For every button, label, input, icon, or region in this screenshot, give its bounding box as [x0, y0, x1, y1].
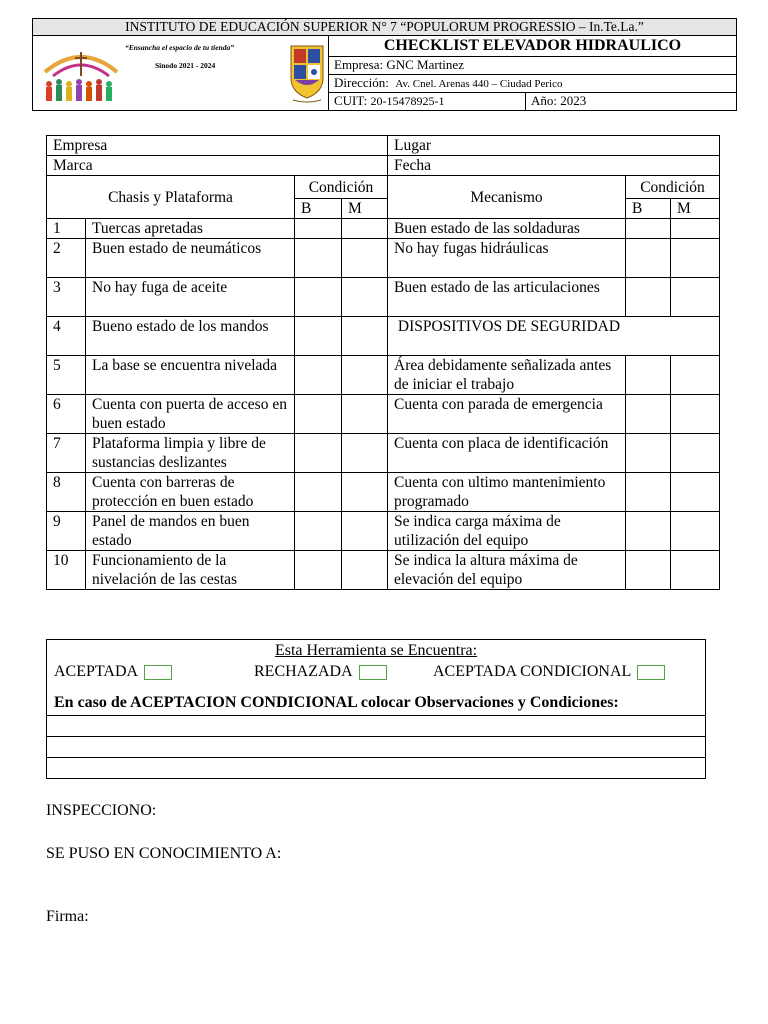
- chasis-item: Cuenta con puerta de acceso en buen estado: [86, 395, 295, 434]
- mecanismo-header: Mecanismo: [388, 176, 626, 219]
- cuit-field: [329, 93, 526, 111]
- marca-cell: Marca: [47, 156, 388, 176]
- conditional-note: En caso de ACEPTACION CONDICIONAL colocar Observaciones y Condiciones:: [54, 694, 619, 711]
- anio-field: [526, 93, 737, 111]
- synod-logo: [39, 42, 123, 106]
- mecanismo-item: Área debidamente señalizada antes de iniciar el trabajo: [388, 356, 626, 395]
- condition-b-cell[interactable]: [626, 239, 671, 278]
- school-crest-logo: [287, 40, 327, 104]
- condition-b-cell[interactable]: [295, 239, 342, 278]
- condicion-header-left: Condición: [295, 176, 388, 199]
- tool-status-box: [46, 639, 706, 779]
- condition-m-cell[interactable]: [342, 551, 388, 590]
- condition-b-cell[interactable]: [295, 356, 342, 395]
- mecanismo-item: Cuenta con ultimo mantenimiento programado: [388, 473, 626, 512]
- document-header: [32, 18, 737, 111]
- b-header-left: B: [295, 199, 342, 219]
- empresa-value: GNC Martinez: [386, 57, 464, 72]
- cuit-label: CUIT:: [334, 93, 368, 109]
- condition-b-cell[interactable]: [295, 219, 342, 239]
- condition-m-cell[interactable]: [342, 512, 388, 551]
- fecha-cell: Fecha: [388, 156, 720, 176]
- condition-b-cell[interactable]: [295, 551, 342, 590]
- empresa-cell: Empresa: [47, 136, 388, 156]
- rechazada-label: RECHAZADA: [254, 663, 353, 680]
- table-row: [47, 239, 720, 278]
- table-row: [47, 395, 720, 434]
- condition-m-cell[interactable]: [342, 219, 388, 239]
- observation-line-3[interactable]: [47, 757, 705, 778]
- m-header-left: M: [342, 199, 388, 219]
- condition-m-cell[interactable]: [671, 551, 720, 590]
- anio-label: Año:: [531, 93, 557, 109]
- condition-m-cell[interactable]: [342, 278, 388, 317]
- cuit-value: 20-15478925-1: [370, 94, 445, 109]
- slogan-text: “Ensancha el espacio de tu tienda”: [125, 43, 234, 52]
- condition-b-cell[interactable]: [626, 512, 671, 551]
- condition-b-cell[interactable]: [626, 219, 671, 239]
- m-header-right: M: [671, 199, 720, 219]
- condition-b-cell[interactable]: [626, 473, 671, 512]
- condition-b-cell[interactable]: [295, 317, 342, 356]
- synod-years: Sinodo 2021 - 2024: [155, 61, 216, 70]
- lugar-cell: Lugar: [388, 136, 720, 156]
- mecanismo-item: Cuenta con parada de emergencia: [388, 395, 626, 434]
- mecanismo-item: Cuenta con placa de identificación: [388, 434, 626, 473]
- empresa-field: [329, 57, 737, 75]
- aceptada-checkbox[interactable]: [144, 665, 172, 680]
- condition-m-cell[interactable]: [342, 239, 388, 278]
- condition-b-cell[interactable]: [626, 395, 671, 434]
- condition-b-cell[interactable]: [626, 278, 671, 317]
- table-row: [47, 473, 720, 512]
- row-number: 10: [47, 551, 86, 590]
- mecanismo-item: Se indica la altura máxima de elevación del equipo: [388, 551, 626, 590]
- condition-b-cell[interactable]: [626, 434, 671, 473]
- b-header-right: B: [626, 199, 671, 219]
- safety-devices-header: DISPOSITIVOS DE SEGURIDAD: [388, 317, 720, 356]
- rechazada-checkbox[interactable]: [359, 665, 387, 680]
- chasis-item: Bueno estado de los mandos: [86, 317, 295, 356]
- mecanismo-item: Buen estado de las articulaciones: [388, 278, 626, 317]
- conocimiento-label: SE PUSO EN CONOCIMIENTO A:: [46, 845, 282, 862]
- option-aceptada: [54, 661, 172, 683]
- checklist-table: [46, 135, 720, 590]
- row-number: 5: [47, 356, 86, 395]
- condition-b-cell[interactable]: [295, 473, 342, 512]
- condition-m-cell[interactable]: [671, 434, 720, 473]
- logo-cell: [33, 36, 329, 111]
- observation-line-2[interactable]: [47, 736, 705, 757]
- row-number: 7: [47, 434, 86, 473]
- table-row: [47, 317, 720, 356]
- condition-b-cell[interactable]: [295, 278, 342, 317]
- condition-m-cell[interactable]: [671, 219, 720, 239]
- condition-b-cell[interactable]: [295, 395, 342, 434]
- table-row: [47, 219, 720, 239]
- condition-m-cell[interactable]: [671, 512, 720, 551]
- condition-b-cell[interactable]: [626, 551, 671, 590]
- firma-label: Firma:: [46, 908, 89, 925]
- condition-m-cell[interactable]: [342, 473, 388, 512]
- table-row: [47, 434, 720, 473]
- tool-status-title: Esta Herramienta se Encuentra:: [274, 642, 478, 659]
- row-number: 4: [47, 317, 86, 356]
- condition-m-cell[interactable]: [671, 356, 720, 395]
- condition-m-cell[interactable]: [342, 395, 388, 434]
- chasis-item: Tuercas apretadas: [86, 219, 295, 239]
- table-row: [47, 356, 720, 395]
- chasis-item: Plataforma limpia y libre de sustancias deslizantes: [86, 434, 295, 473]
- condition-m-cell[interactable]: [671, 473, 720, 512]
- empresa-label: Empresa:: [334, 57, 384, 72]
- row-number: 8: [47, 473, 86, 512]
- row-number: 9: [47, 512, 86, 551]
- condition-m-cell[interactable]: [342, 317, 388, 356]
- row-number: 1: [47, 219, 86, 239]
- option-rechazada: [254, 661, 387, 683]
- direccion-label: Dirección:: [334, 74, 389, 90]
- table-row: [47, 512, 720, 551]
- mecanismo-item: No hay fugas hidráulicas: [388, 239, 626, 278]
- condition-m-cell[interactable]: [671, 278, 720, 317]
- chasis-header: Chasis y Plataforma: [47, 176, 295, 219]
- condition-m-cell[interactable]: [671, 395, 720, 434]
- condition-b-cell[interactable]: [626, 356, 671, 395]
- mecanismo-item: Buen estado de las soldaduras: [388, 219, 626, 239]
- condition-b-cell[interactable]: [295, 512, 342, 551]
- chasis-item: Cuenta con barreras de protección en buen estado: [86, 473, 295, 512]
- chasis-item: Funcionamiento de la nivelación de las cestas: [86, 551, 295, 590]
- table-row: [47, 278, 720, 317]
- inspecciono-label: INSPECCIONO:: [46, 802, 157, 819]
- row-number: 3: [47, 278, 86, 317]
- table-row: [47, 551, 720, 590]
- condition-m-cell[interactable]: [671, 239, 720, 278]
- document-title: CHECKLIST ELEVADOR HIDRAULICO: [329, 36, 737, 57]
- condicion-header-right: Condición: [626, 176, 720, 199]
- chasis-item: No hay fuga de aceite: [86, 278, 295, 317]
- mecanismo-item: Se indica carga máxima de utilización del equipo: [388, 512, 626, 551]
- condition-m-cell[interactable]: [342, 356, 388, 395]
- chasis-item: Buen estado de neumáticos: [86, 239, 295, 278]
- row-number: 6: [47, 395, 86, 434]
- direccion-value: Av. Cnel. Arenas 440 – Ciudad Perico: [395, 77, 563, 90]
- tool-status-options: [47, 661, 705, 687]
- condition-b-cell[interactable]: [295, 434, 342, 473]
- observation-line-1[interactable]: [47, 715, 705, 736]
- option-condicional: [433, 661, 665, 683]
- anio-value: 2023: [560, 93, 587, 109]
- row-number: 2: [47, 239, 86, 278]
- condition-m-cell[interactable]: [342, 434, 388, 473]
- direccion-field: [329, 74, 737, 93]
- institution-name: INSTITUTO DE EDUCACIÓN SUPERIOR N° 7 “POPULORUM PROGRESSIO – In.Te.La.”: [33, 19, 737, 36]
- condicional-label: ACEPTADA CONDICIONAL: [433, 663, 632, 680]
- chasis-item: La base se encuentra nivelada: [86, 356, 295, 395]
- condicional-checkbox[interactable]: [637, 665, 665, 680]
- chasis-item: Panel de mandos en buen estado: [86, 512, 295, 551]
- aceptada-label: ACEPTADA: [54, 663, 139, 680]
